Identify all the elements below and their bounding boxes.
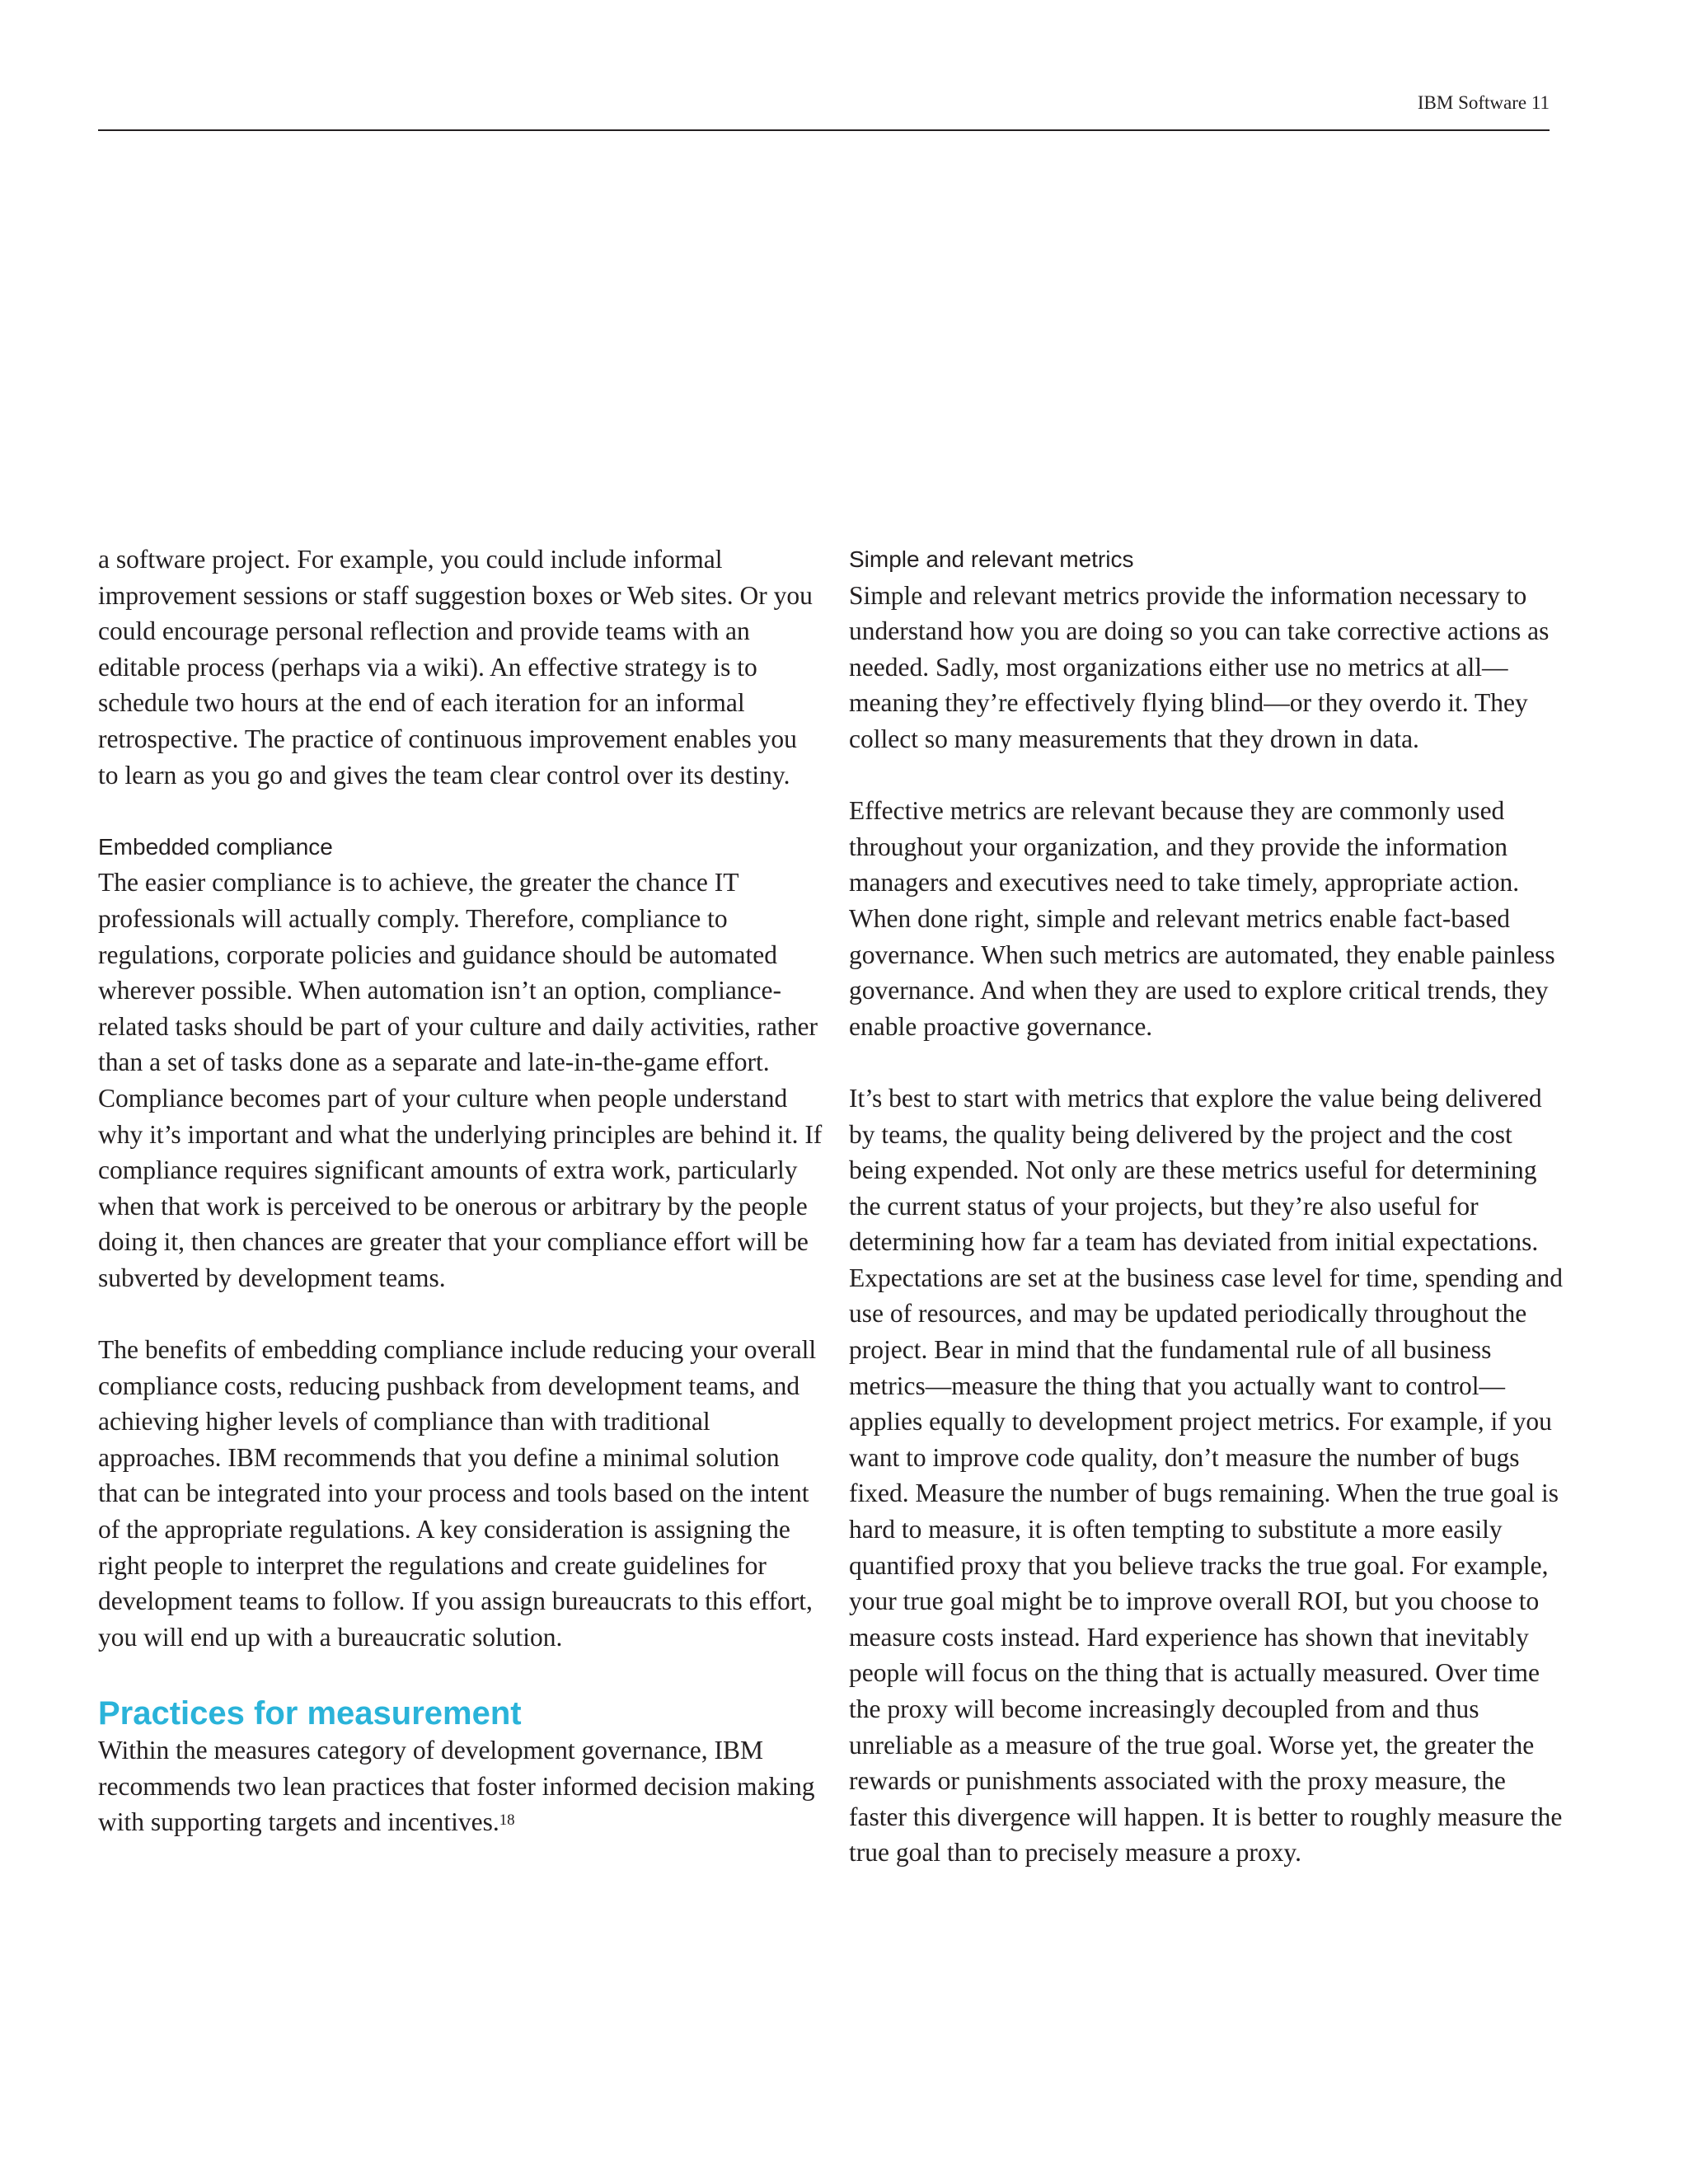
right-column <box>849 541 1566 1871</box>
left-column <box>98 541 823 1840</box>
measurement-intro-paragraph <box>98 1732 823 1840</box>
intro-paragraph: a software project. For example, you could include informal improvement sessions or staff suggestion boxes or Web sites. Or you could encourage personal reflection and provide teams with an editable process (perhaps via a wiki). An effective strategy is to schedule two hours at the end of each iteration for an informal retrospective. The practice of continuous improvement enables you to learn as you go and gives the team clear control over its destiny. <box>98 545 813 790</box>
footnote-reference[interactable]: 18 <box>499 1811 515 1829</box>
measurement-intro-text: Within the measures category of development governance, IBM recommends two lean practices that foster informed decision making with supporting targets and incentives. <box>98 1736 815 1837</box>
body-paragraph: It’s best to start with metrics that explore the value being delivered by teams, the quality being delivered by the project and the cost being expended. Not only are these metrics useful for determining the current status of your projects, but they’re also useful for determining how far a team has deviated from initial expectations. Expectations are set at the business case level for time, spending and use of resources, and may be updated periodically throughout the project. Bear in mind that the fundamental rule of all business metrics—measure the thing that you actually want to control—applies equally to development project metrics. For example, if you want to improve code quality, don’t measure the number of bugs fixed. Measure the number of bugs remaining. When the true goal is hard to measure, it is often tempting to substitute a more easily quantified proxy that you believe tracks the true goal. For example, your true goal might be to improve overall ROI, but you choose to measure costs instead. Hard experience has shown that inevitably people will focus on the thing that is actually measured. Over time the proxy will become increasingly decoupled from and thus unreliable as a measure of the true goal. Worse yet, the greater the rewards or punishments associated with the proxy measure, the faster this divergence will happen. It is better to roughly measure the true goal than to precisely measure a proxy. <box>849 1083 1563 1868</box>
header-rule <box>98 129 1550 131</box>
running-head: IBM Software 11 <box>1417 92 1550 113</box>
body-paragraph: The benefits of embedding compliance include reducing your overall compliance costs, reducing pushback from development teams, and achieving higher levels of compliance than with traditional approaches. IBM recommends that you define a minimal solution that can be integrated into your process and tools based on the intent of the appropriate regulations. A key consideration is assigning the right people to interpret the regulations and create guidelines for development teams to follow. If you assign bureaucrats to this effort, you will end up with a bureaucratic solution. <box>98 1335 817 1652</box>
body-paragraph: The easier compliance is to achieve, the greater the chance IT professionals will actually comply. Therefore, compliance to regulations, corporate policies and guidance should be automated wherever possible. When automation isn’t an option, compliance-related tasks should be part of your culture and daily activities, rather than a set of tasks done as a separate and late-in-the-game effort. Compliance becomes part of your culture when people understand why it’s important and what the underlying principles are behind it. If compliance requires significant amounts of extra work, particularly when that work is perceived to be onerous or arbitrary by the people doing it, then chances are greater that your compliance effort will be subverted by development teams. <box>98 868 823 1292</box>
embedded-compliance-heading: Embedded compliance <box>98 833 333 860</box>
body-paragraph: Simple and relevant metrics provide the information necessary to understand how you are doing so you can take corrective actions as needed. Sadly, most organizations either use no metrics at all—meaning they’re effectively flying blind—or they overdo it. They collect so many measurements that they drown in data. <box>849 580 1550 753</box>
simple-metrics-heading: Simple and relevant metrics <box>849 546 1134 572</box>
practices-for-measurement-heading: Practices for measurement <box>98 1695 522 1732</box>
body-paragraph: Effective metrics are relevant because they are commonly used throughout your organization, and they provide the information managers and executives need to take timely, appropriate action. When done right, simple and relevant metrics enable fact-based governance. When such metrics are automated, they enable painless governance. And when they are used to explore critical trends, they enable proactive governance. <box>849 796 1555 1041</box>
